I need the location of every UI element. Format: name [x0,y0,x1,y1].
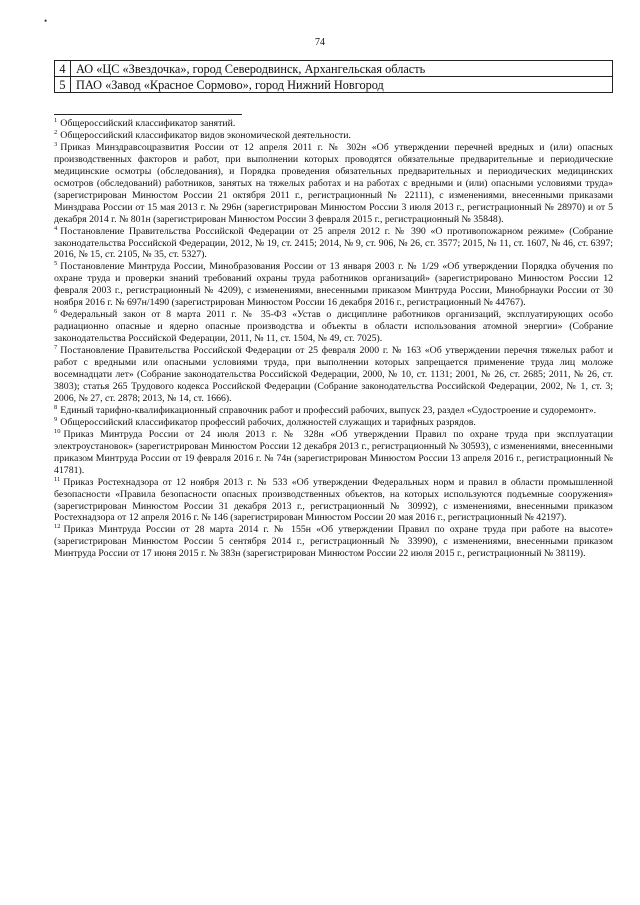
footnote [54,118,613,130]
table-row [55,77,613,93]
table-row [55,61,613,77]
footnote-text: Общероссийский классификатор профессий рабочих, должностей служащих и тарифных разрядов. [60,416,476,428]
footnote-text: Общероссийский классификатор видов экономической деятельности. [60,129,351,141]
footnote [54,477,613,525]
footnote [54,345,613,405]
footnote-number: 11 [54,475,61,483]
footnote-text: Постановление Правительства Российской Федерации от 25 февраля 2000 г. № 163 «Об утверждении перечня тяжелых работ и работ с вредными или опасными условиями труда, при выполнении которых запрещается применение труда лиц моложе восемнадцати лет» (Собрание законодательства Российской Федерации, 2000, № 10, ст. 1131; 2001, № 26, ст. 2685; 2011, № 26, ст. 3803); статья 265 Трудового кодекса Российской Федерации (Собрание законодательства Российской Федерации, 2002, № 1, ст. 3; 2006, № 27, ст. 2878; 2013, № 14, ст. 1666). [54,345,613,404]
footnote-text: Приказ Ростехнадзора от 12 ноября 2013 г. № 533 «Об утверждении Федеральных норм и правил в области промышленной безопасности «Правила безопасности опасных производственных объектов, на которых используются подъемные сооружения» (зарегистрирован Минюстом России 31 декабря 2013 г., регистрационный № 30992), с изменениями, внесенными приказом Ростехнадзора от 12 апреля 2016 г. № 146 (зарегистрирован Минюстом России 20 мая 2016 г., регистрационный № 42197). [54,476,613,524]
organization-name: АО «ЦС «Звездочка», город Северодвинск, Архангельская область [71,61,613,77]
footnote-number: 12 [54,523,61,531]
page-number: 74 [315,37,325,48]
footnote [54,417,613,429]
footnote-text: Приказ Минтруда России от 28 марта 2014 г. № 155н «Об утверждении Правил по охране труда при работе на высоте» (зарегистрирован Минюстом России 5 сентября 2014 г., регистрационный № 33990), с изменениями, внесенными приказом Минтруда России от 17 июня 2015 г. № 383н (зарегистрирован Минюстом России 22 июля 2015 г., регистрационный № 38119). [54,524,613,560]
footnote [54,130,613,142]
footnote [54,226,613,262]
footnote-text: Приказ Минтруда России от 24 июля 2013 г. № 328н «Об утверждении Правил по охране труда при эксплуатации электроустановок» (зарегистрирован Минюстом России 12 декабря 2013 г., регистрационный № 30593), с изменениями, внесенными приказом Минтруда России от 19 февраля 2016 г. № 74н (зарегистрирован Минюстом России 13 апреля 2016 г., регистрационный № 41781). [54,428,613,476]
row-number: 4 [55,61,71,77]
footnote-number: 9 [54,415,58,423]
footnote-number: 10 [54,427,61,435]
footnote-text: Постановление Минтруда России, Минобразования России от 13 января 2003 г. № 1/29 «Об утверждении Порядка обучения по охране труда и проверки знаний требований охраны труда работников организаций» (зарегистрировано Минюстом России 12 февраля 2003 г., регистрационный № 4209), с изменениями, внесенными приказом Минтруда России, Минобрнауки России от 30 ноября 2016 г. № 697н/1490 (зарегистрирован Минюстом России 16 декабря 2016 г., регистрационный № 44767). [54,261,613,309]
footnote [54,524,613,560]
footnote-number: 7 [54,344,58,352]
footnote-number: 3 [54,140,58,148]
footnote-text: Приказ Минздравсоцразвития России от 12 апреля 2011 г. № 302н «Об утверждении перечней вредных и (или) опасных производственных факторов и работ, при выполнении которых проводятся обязательные предварительные и периодические медицинские осмотры (обследования), и Порядка проведения обязательных предварительных и периодических медицинских осмотров (обследований) работников, занятых на тяжелых работах и на работах с вредными и (или) опасными условиями труда» (зарегистрирован Минюстом России 21 октября 2011 г., регистрационный № 22111), с изменениями, внесенными приказами Минздрава России от 15 мая 2013 г. № 296н (зарегистрирован Минюстом России 3 июля 2013 г., регистрационный № 28970) и от 5 декабря 2014 г. № 801н (зарегистрирован Минюстом России 3 февраля 2015 г., регистрационный № 35848). [54,141,613,225]
scan-dot-mark: • [44,16,48,26]
organization-name: ПАО «Завод «Красное Сормово», город Нижний Новгород [71,77,613,93]
footnote-number: 4 [54,224,58,232]
footnotes-list [54,118,613,560]
footnote-separator [54,114,242,115]
organizations-table [54,60,613,93]
footnote-number: 6 [54,308,58,316]
footnote-number: 8 [54,403,58,411]
footnote-text: Единый тарифно-квалификационный справочник работ и профессий рабочих, выпуск 23, раздел «Судостроение и судоремонт». [60,404,597,416]
footnote [54,429,613,477]
footnote-text: Постановление Правительства Российской Федерации от 25 апреля 2012 г. № 390 «О противопожарном режиме» (Собрание законодательства Российской Федерации, 2012, № 19, ст. 2415; 2014, № 9, ст. 906, № 26, ст. 3577; 2015, № 11, ст. 1607, № 46, ст. 6397; 2016, № 15, ст. 2105, № 35, ст. 5327). [54,225,613,261]
footnote-number: 5 [54,260,58,268]
footnote-number: 1 [54,117,58,124]
footnote-text: Федеральный закон от 8 марта 2011 г. № 35-ФЗ «Устав о дисциплине работников организаций, эксплуатирующих особо радиационно опасные и ядерно опасные производства и объекты в области использования атомной энергии» (Собрание законодательства Российской Федерации, 2011, № 11, ст. 1504, № 49, ст. 7025). [54,309,613,345]
footnote [54,261,613,309]
footnote-text: Общероссийский классификатор занятий. [60,118,236,129]
footnote [54,309,613,345]
row-number: 5 [55,77,71,93]
footnote [54,142,613,226]
footnote-number: 2 [54,128,58,136]
footnote [54,405,613,417]
